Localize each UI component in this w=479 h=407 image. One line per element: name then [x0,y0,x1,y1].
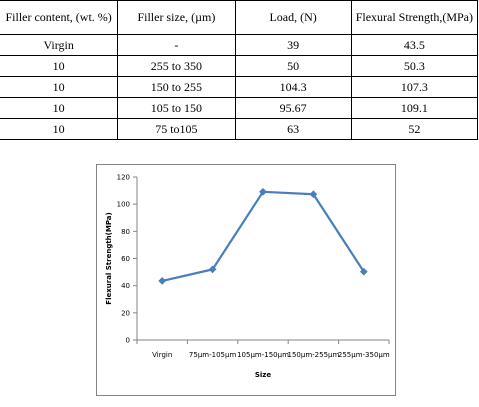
table-cell: 105 to 150 [118,98,235,119]
table-cell: 10 [0,56,118,77]
x-tick-label: 150µm-255µm [287,351,340,359]
table-cell: 50.3 [351,56,477,77]
y-tick-label: 40 [121,282,130,291]
table-row [0,119,478,140]
table-row [0,56,478,77]
table-cell: 104.3 [235,77,351,98]
table-cell: 75 to105 [118,119,235,140]
line-chart [97,165,395,395]
table-row [0,77,478,98]
series-line [162,192,364,281]
y-tick-label: 120 [116,173,130,182]
y-tick-label: 20 [121,309,130,318]
x-tick-label: Virgin [152,351,173,359]
table-cell: 109.1 [351,98,477,119]
table-row [0,98,478,119]
x-axis-title: Size [254,371,272,379]
table-cell: 255 to 350 [118,56,235,77]
table-cell: 10 [0,77,118,98]
table-row [0,35,478,56]
y-tick-label: 80 [121,227,130,236]
table-cell: - [118,35,235,56]
data-table [0,0,478,140]
table-cell: 95.67 [235,98,351,119]
table-cell: 63 [235,119,351,140]
y-tick-label: 100 [116,200,130,209]
table-cell: 150 to 255 [118,77,235,98]
x-tick-label: 75µm-105µm [188,351,237,359]
table-cell: 10 [0,98,118,119]
y-axis-title: Flexural Strength(MPa) [105,212,113,305]
table-cell: 39 [235,35,351,56]
table-header-row [0,1,478,35]
labels-layer [105,174,390,380]
axes-layer [133,177,389,344]
series-layer [159,188,368,284]
table-cell: Virgin [0,35,118,56]
header-load: Load, (N) [235,1,351,35]
y-tick-label: 60 [121,255,130,263]
x-tick-label: 255µm-350µm [337,351,390,359]
x-tick-label: 105µm-150µm [237,351,289,359]
header-filler-content: Filler content, (wt. %) [0,1,118,35]
y-tick-label: 0 [125,336,130,345]
table-cell: 50 [235,56,351,77]
data-point [159,277,166,284]
table-cell: 43.5 [351,35,477,56]
header-flexural-strength: Flexural Strength,(MPa) [351,1,477,35]
header-filler-size: Filler size, (µm) [118,1,235,35]
table-cell: 107.3 [351,77,477,98]
table-cell: 52 [351,119,477,140]
table-cell: 10 [0,119,118,140]
chart-container [96,164,396,396]
